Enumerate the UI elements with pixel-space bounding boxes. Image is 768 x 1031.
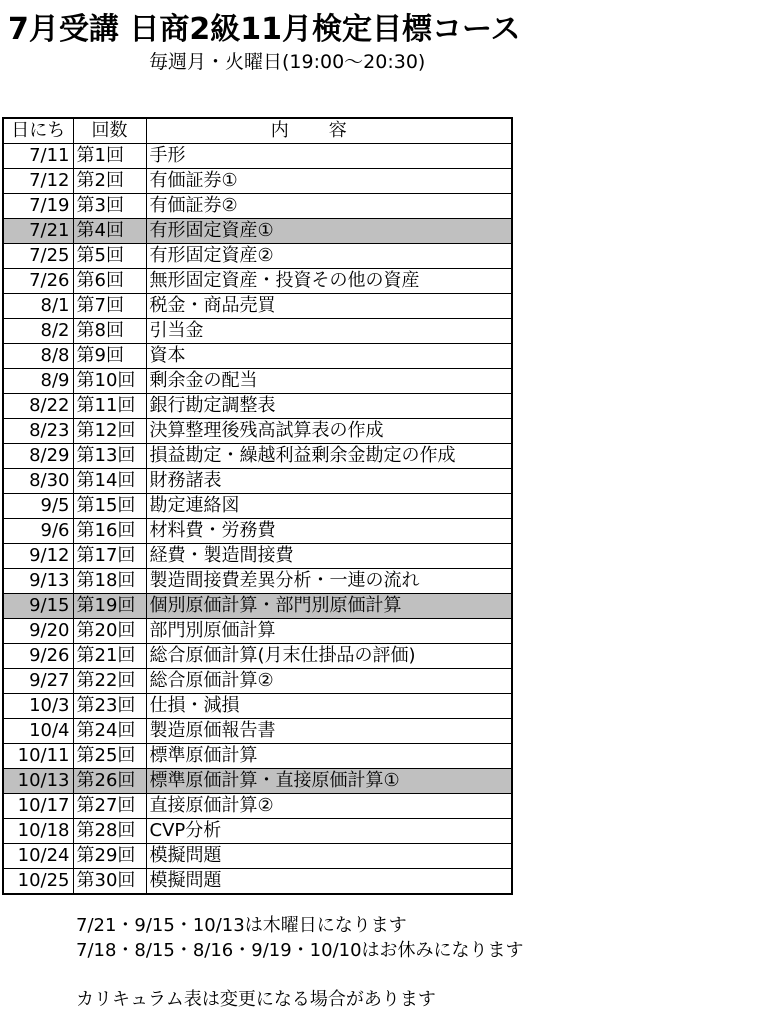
- table-row: [3, 519, 512, 544]
- row-content: 有形固定資産②: [146, 244, 512, 269]
- row-content: 資本: [146, 344, 512, 369]
- table-row: [3, 669, 512, 694]
- row-date: 8/9: [3, 369, 73, 394]
- row-date: 8/1: [3, 294, 73, 319]
- table-row: [3, 369, 512, 394]
- table-row: [3, 719, 512, 744]
- row-session-number: 第10回: [73, 369, 146, 394]
- row-date: 8/8: [3, 344, 73, 369]
- row-session-number: 第16回: [73, 519, 146, 544]
- row-date: 9/6: [3, 519, 73, 544]
- row-date: 8/23: [3, 419, 73, 444]
- table-row: [3, 769, 512, 794]
- row-session-number: 第9回: [73, 344, 146, 369]
- schedule-rows: [3, 144, 512, 895]
- table-row: [3, 819, 512, 844]
- row-date: 10/3: [3, 694, 73, 719]
- row-session-number: 第23回: [73, 694, 146, 719]
- table-row: [3, 544, 512, 569]
- row-content: 製造原価報告書: [146, 719, 512, 744]
- table-row: [3, 194, 512, 219]
- row-content: 直接原価計算②: [146, 794, 512, 819]
- row-content: 税金・商品売買: [146, 294, 512, 319]
- row-content: 標準原価計算・直接原価計算①: [146, 769, 512, 794]
- row-session-number: 第13回: [73, 444, 146, 469]
- row-date: 9/5: [3, 494, 73, 519]
- table-row: [3, 744, 512, 769]
- row-content: 経費・製造間接費: [146, 544, 512, 569]
- row-session-number: 第15回: [73, 494, 146, 519]
- row-content: 総合原価計算(月末仕掛品の評価): [146, 644, 512, 669]
- row-content: 部門別原価計算: [146, 619, 512, 644]
- row-date: 10/25: [3, 869, 73, 895]
- row-content: CVP分析: [146, 819, 512, 844]
- row-date: 9/12: [3, 544, 73, 569]
- row-content: 仕損・減損: [146, 694, 512, 719]
- row-date: 9/20: [3, 619, 73, 644]
- table-row: [3, 169, 512, 194]
- row-session-number: 第2回: [73, 169, 146, 194]
- row-date: 10/13: [3, 769, 73, 794]
- row-date: 7/12: [3, 169, 73, 194]
- row-session-number: 第26回: [73, 769, 146, 794]
- header-date: 日にち: [3, 118, 73, 144]
- row-session-number: 第27回: [73, 794, 146, 819]
- table-row: [3, 219, 512, 244]
- row-date: 10/18: [3, 819, 73, 844]
- row-session-number: 第7回: [73, 294, 146, 319]
- row-content: 標準原価計算: [146, 744, 512, 769]
- row-date: 7/19: [3, 194, 73, 219]
- row-content: 銀行勘定調整表: [146, 394, 512, 419]
- row-session-number: 第24回: [73, 719, 146, 744]
- row-date: 10/24: [3, 844, 73, 869]
- thursday-note: 7/21・9/15・10/13は木曜日になります: [76, 915, 407, 936]
- table-row: [3, 794, 512, 819]
- row-content: 有価証券①: [146, 169, 512, 194]
- row-date: 9/27: [3, 669, 73, 694]
- table-row: [3, 269, 512, 294]
- row-date: 8/22: [3, 394, 73, 419]
- table-row: [3, 494, 512, 519]
- row-date: 9/26: [3, 644, 73, 669]
- row-session-number: 第3回: [73, 194, 146, 219]
- row-session-number: 第12回: [73, 419, 146, 444]
- table-row: [3, 869, 512, 895]
- table-row: [3, 619, 512, 644]
- row-session-number: 第21回: [73, 644, 146, 669]
- row-session-number: 第18回: [73, 569, 146, 594]
- row-date: 9/15: [3, 594, 73, 619]
- curriculum-change-note: カリキュラム表は変更になる場合があります: [76, 989, 436, 1010]
- row-session-number: 第30回: [73, 869, 146, 895]
- row-date: 7/21: [3, 219, 73, 244]
- table-header-row: [3, 118, 512, 144]
- table-row: [3, 144, 512, 169]
- table-row: [3, 694, 512, 719]
- row-content: 引当金: [146, 319, 512, 344]
- row-session-number: 第8回: [73, 319, 146, 344]
- page-title: 7月受講 日商2級11月検定目標コース: [8, 12, 521, 47]
- row-session-number: 第19回: [73, 594, 146, 619]
- table-row: [3, 644, 512, 669]
- table-row: [3, 344, 512, 369]
- row-session-number: 第17回: [73, 544, 146, 569]
- row-date: 9/13: [3, 569, 73, 594]
- row-content: 模擬問題: [146, 844, 512, 869]
- row-session-number: 第14回: [73, 469, 146, 494]
- schedule-subtitle: 毎週月・火曜日(19:00〜20:30): [149, 51, 426, 73]
- row-content: 製造間接費差異分析・一連の流れ: [146, 569, 512, 594]
- table-row: [3, 294, 512, 319]
- row-date: 8/29: [3, 444, 73, 469]
- table-row: [3, 569, 512, 594]
- row-session-number: 第6回: [73, 269, 146, 294]
- table-row: [3, 419, 512, 444]
- row-session-number: 第20回: [73, 619, 146, 644]
- table-row: [3, 244, 512, 269]
- row-content: 決算整理後残高試算表の作成: [146, 419, 512, 444]
- row-content: 剰余金の配当: [146, 369, 512, 394]
- header-content: 内容: [146, 118, 512, 144]
- course-schedule-table: [2, 117, 513, 895]
- row-content: 個別原価計算・部門別原価計算: [146, 594, 512, 619]
- row-date: 8/2: [3, 319, 73, 344]
- table-row: [3, 469, 512, 494]
- row-date: 10/4: [3, 719, 73, 744]
- table-row: [3, 394, 512, 419]
- row-session-number: 第29回: [73, 844, 146, 869]
- row-date: 7/11: [3, 144, 73, 169]
- row-session-number: 第22回: [73, 669, 146, 694]
- row-date: 8/30: [3, 469, 73, 494]
- row-content: 勘定連絡図: [146, 494, 512, 519]
- row-date: 10/17: [3, 794, 73, 819]
- table-row: [3, 319, 512, 344]
- row-session-number: 第5回: [73, 244, 146, 269]
- row-content: 総合原価計算②: [146, 669, 512, 694]
- row-date: 10/11: [3, 744, 73, 769]
- row-session-number: 第28回: [73, 819, 146, 844]
- row-content: 有形固定資産①: [146, 219, 512, 244]
- row-content: 手形: [146, 144, 512, 169]
- row-session-number: 第25回: [73, 744, 146, 769]
- row-content: 有価証券②: [146, 194, 512, 219]
- header-session-number: 回数: [73, 118, 146, 144]
- table-row: [3, 844, 512, 869]
- row-content: 模擬問題: [146, 869, 512, 895]
- notes: [76, 913, 524, 1012]
- row-session-number: 第4回: [73, 219, 146, 244]
- holiday-note: 7/18・8/15・8/16・9/19・10/10はお休みになります: [76, 940, 524, 961]
- row-content: 無形固定資産・投資その他の資産: [146, 269, 512, 294]
- table-row: [3, 444, 512, 469]
- row-session-number: 第1回: [73, 144, 146, 169]
- row-session-number: 第11回: [73, 394, 146, 419]
- row-date: 7/25: [3, 244, 73, 269]
- row-date: 7/26: [3, 269, 73, 294]
- row-content: 財務諸表: [146, 469, 512, 494]
- row-content: 損益勘定・繰越利益剰余金勘定の作成: [146, 444, 512, 469]
- row-content: 材料費・労務費: [146, 519, 512, 544]
- table-row: [3, 594, 512, 619]
